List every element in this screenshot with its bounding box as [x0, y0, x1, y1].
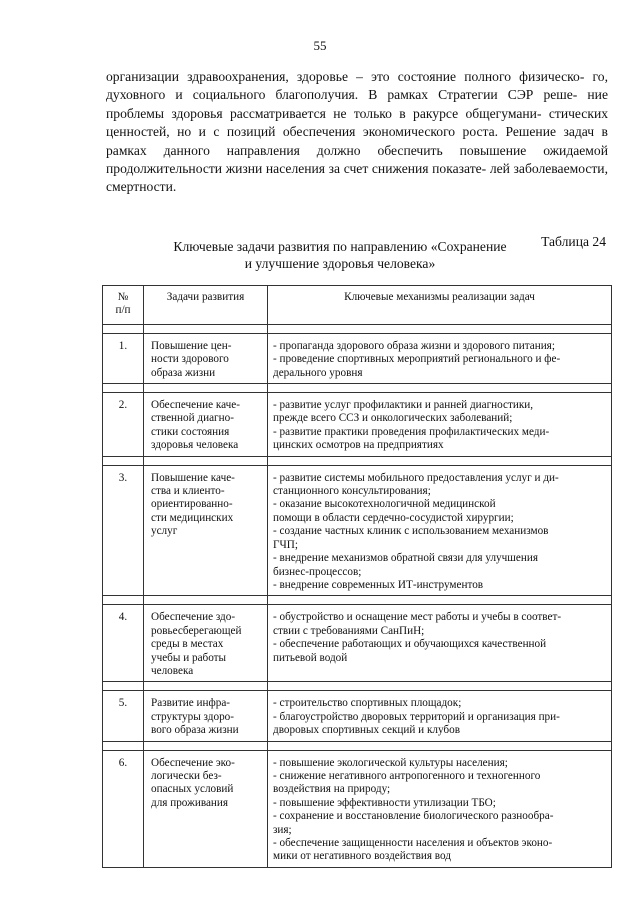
mechanism-line: - внедрение современных ИТ-инструментов	[273, 578, 484, 591]
row-gap	[103, 384, 612, 393]
mechanism-line: - обустройство и оснащение мест работы и учебы в соответ-	[273, 611, 562, 624]
mechanism-cell	[268, 393, 612, 457]
task-line: опасных условий	[151, 783, 234, 796]
task-cell	[144, 465, 268, 596]
mechanism-line: - снижение негативного антропогенного и техногенного	[273, 769, 541, 782]
gap-cell	[103, 596, 144, 605]
task-cell	[144, 605, 268, 682]
task-line: Развитие инфра-	[151, 697, 231, 710]
intro-line: ожидаемой продолжительности жизни населения за счет снижения показате-	[106, 142, 608, 177]
row-number: 2.	[103, 393, 144, 457]
row-gap	[103, 596, 612, 605]
mechanism-line: - создание частных клиник с использованием механизмов	[273, 525, 549, 538]
mechanism-line: мики от негативного воздействия вод	[273, 850, 451, 863]
gap-cell	[103, 456, 144, 465]
task-line: Повышение каче-	[151, 471, 235, 484]
gap-cell	[268, 384, 612, 393]
task-line: учебы и работы	[151, 651, 227, 664]
task-cell	[144, 691, 268, 741]
tasks-table	[102, 285, 612, 868]
task-line: ства и клиенто-	[151, 485, 225, 498]
intro-line: лей заболеваемости, смертности.	[106, 161, 608, 195]
task-line: сти медицинских	[151, 511, 234, 524]
mechanism-line: прежде всего ССЗ и онкологических заболеваний;	[273, 412, 513, 425]
row-number: 4.	[103, 605, 144, 682]
row-number: 5.	[103, 691, 144, 741]
header-num: № п/п	[103, 286, 144, 325]
table-title-line2: и улучшение здоровья человека»	[244, 256, 436, 271]
row-number: 6.	[103, 750, 144, 867]
mechanism-line: питьевой водой	[273, 651, 348, 664]
gap-cell	[268, 741, 612, 750]
mechanism-line: - строительство спортивных площадок;	[273, 697, 462, 710]
gap-cell	[144, 456, 268, 465]
task-line: ности здорового	[151, 353, 229, 366]
gap-cell	[103, 682, 144, 691]
table-label: Таблица 24	[541, 234, 606, 249]
task-line: Обеспечение каче-	[151, 399, 240, 412]
mechanism-line: - благоустройство дворовых территорий и организация при-	[273, 710, 560, 723]
mechanism-line: - внедрение механизмов обратной связи для улучшения	[273, 552, 538, 565]
intro-line: го, духовного и социального благополучия. В рамках Стратегии СЭР реше-	[106, 69, 608, 103]
mechanism-line: - проведение спортивных мероприятий регионального и фе-	[273, 353, 561, 366]
mechanism-cell	[268, 465, 612, 596]
intro-line: стических ценностей, но и с позиций обеспечения экономического роста.	[106, 105, 609, 140]
gap-cell	[144, 596, 268, 605]
mechanism-line: - развитие практики проведения профилактических меди-	[273, 425, 550, 438]
mechanism-line: - обеспечение работающих и обучающихся качественной	[273, 638, 547, 651]
table-row	[103, 750, 612, 867]
task-line: ориентированно-	[151, 498, 233, 511]
task-line: Повышение цен-	[151, 339, 232, 352]
task-line: для проживания	[151, 796, 229, 809]
mechanism-line: станционного консультирования;	[273, 485, 431, 498]
table-title	[100, 238, 580, 272]
task-line: вого образа жизни	[151, 724, 239, 737]
mechanism-cell	[268, 691, 612, 741]
mechanism-line: дерального уровня	[273, 366, 363, 379]
gap-cell	[103, 741, 144, 750]
mechanism-line: - обеспечение защищенности населения и объектов эконо-	[273, 837, 553, 849]
task-line: среды в местах	[151, 638, 224, 651]
table-row	[103, 605, 612, 682]
mechanism-line: - оказание высокотехнологичной медицинской	[273, 498, 496, 511]
table-body	[103, 324, 612, 867]
gap-cell	[144, 741, 268, 750]
task-line: Обеспечение эко-	[151, 756, 235, 769]
header-mech: Ключевые механизмы реализации задач	[268, 286, 612, 325]
gap-cell	[144, 682, 268, 691]
task-line: здоровья человека	[151, 439, 239, 452]
mechanism-line: - развитие услуг профилактики и ранней диагностики,	[273, 399, 534, 412]
task-line: человека	[151, 664, 194, 677]
gap-cell	[103, 384, 144, 393]
mechanism-line: дворовых спортивных секций и клубов	[273, 724, 460, 737]
mechanism-line: ствии с требованиями СанПиН;	[273, 624, 425, 637]
row-gap	[103, 741, 612, 750]
table-title-line1: Ключевые задачи развития по направлению «Сохранение	[173, 239, 507, 254]
intro-line: ние проблемы здоровья рассматривается не только в ракурсе общегумани-	[106, 87, 608, 121]
gap-cell	[268, 456, 612, 465]
mechanism-line: - развитие системы мобильного предоставления услуг и ди-	[273, 471, 559, 484]
table-row	[103, 465, 612, 596]
row-number: 1.	[103, 333, 144, 383]
mechanism-line: - повышение эффективности утилизации ТБО;	[273, 796, 496, 809]
task-cell	[144, 333, 268, 383]
mechanism-line: помощи в области сердечно-сосудистой хирургии;	[273, 511, 514, 524]
page-number: 55	[313, 38, 327, 53]
gap-cell	[144, 384, 268, 393]
row-gap	[103, 456, 612, 465]
task-line: структуры здоро-	[151, 710, 234, 723]
mechanism-line: - повышение экологической культуры населения;	[273, 756, 508, 769]
table-row	[103, 333, 612, 383]
mechanism-cell	[268, 750, 612, 867]
gap-cell	[268, 596, 612, 605]
mechanism-line: цинских осмотров на предприятиях	[273, 439, 444, 452]
intro-paragraph	[106, 68, 608, 197]
gap-cell	[268, 324, 612, 333]
mechanism-line: ГЧП;	[273, 538, 298, 551]
mechanism-line: зия;	[273, 823, 292, 836]
task-line: услуг	[151, 525, 178, 538]
task-line: образа жизни	[151, 366, 216, 379]
mechanism-line: бизнес-процессов;	[273, 565, 362, 578]
mechanism-cell	[268, 605, 612, 682]
intro-line: Решение задач в рамках данного направления должно обеспечить повышение	[106, 124, 608, 158]
mechanism-line: воздействия на природу;	[273, 783, 391, 796]
mechanism-line: - пропаганда здорового образа жизни и здорового питания;	[273, 339, 555, 352]
task-cell	[144, 393, 268, 457]
row-gap	[103, 682, 612, 691]
row-gap	[103, 324, 612, 333]
gap-cell	[144, 324, 268, 333]
task-line: ровьесберегающей	[151, 624, 242, 637]
row-number: 3.	[103, 465, 144, 596]
gap-cell	[268, 682, 612, 691]
table-row	[103, 691, 612, 741]
task-line: ственной диагно-	[151, 412, 234, 425]
intro-line: организации здравоохранения, здоровье – это состояние полного физическо-	[106, 69, 585, 84]
mechanism-line: - сохранение и восстановление биологического разнообра-	[273, 810, 554, 823]
table-row	[103, 393, 612, 457]
task-line: стики состояния	[151, 425, 230, 438]
task-line: Обеспечение здо-	[151, 611, 236, 624]
mechanism-cell	[268, 333, 612, 383]
gap-cell	[103, 324, 144, 333]
task-cell	[144, 750, 268, 867]
task-line: логически без-	[151, 769, 222, 782]
table-header-row	[103, 286, 612, 325]
header-task: Задачи развития	[144, 286, 268, 325]
